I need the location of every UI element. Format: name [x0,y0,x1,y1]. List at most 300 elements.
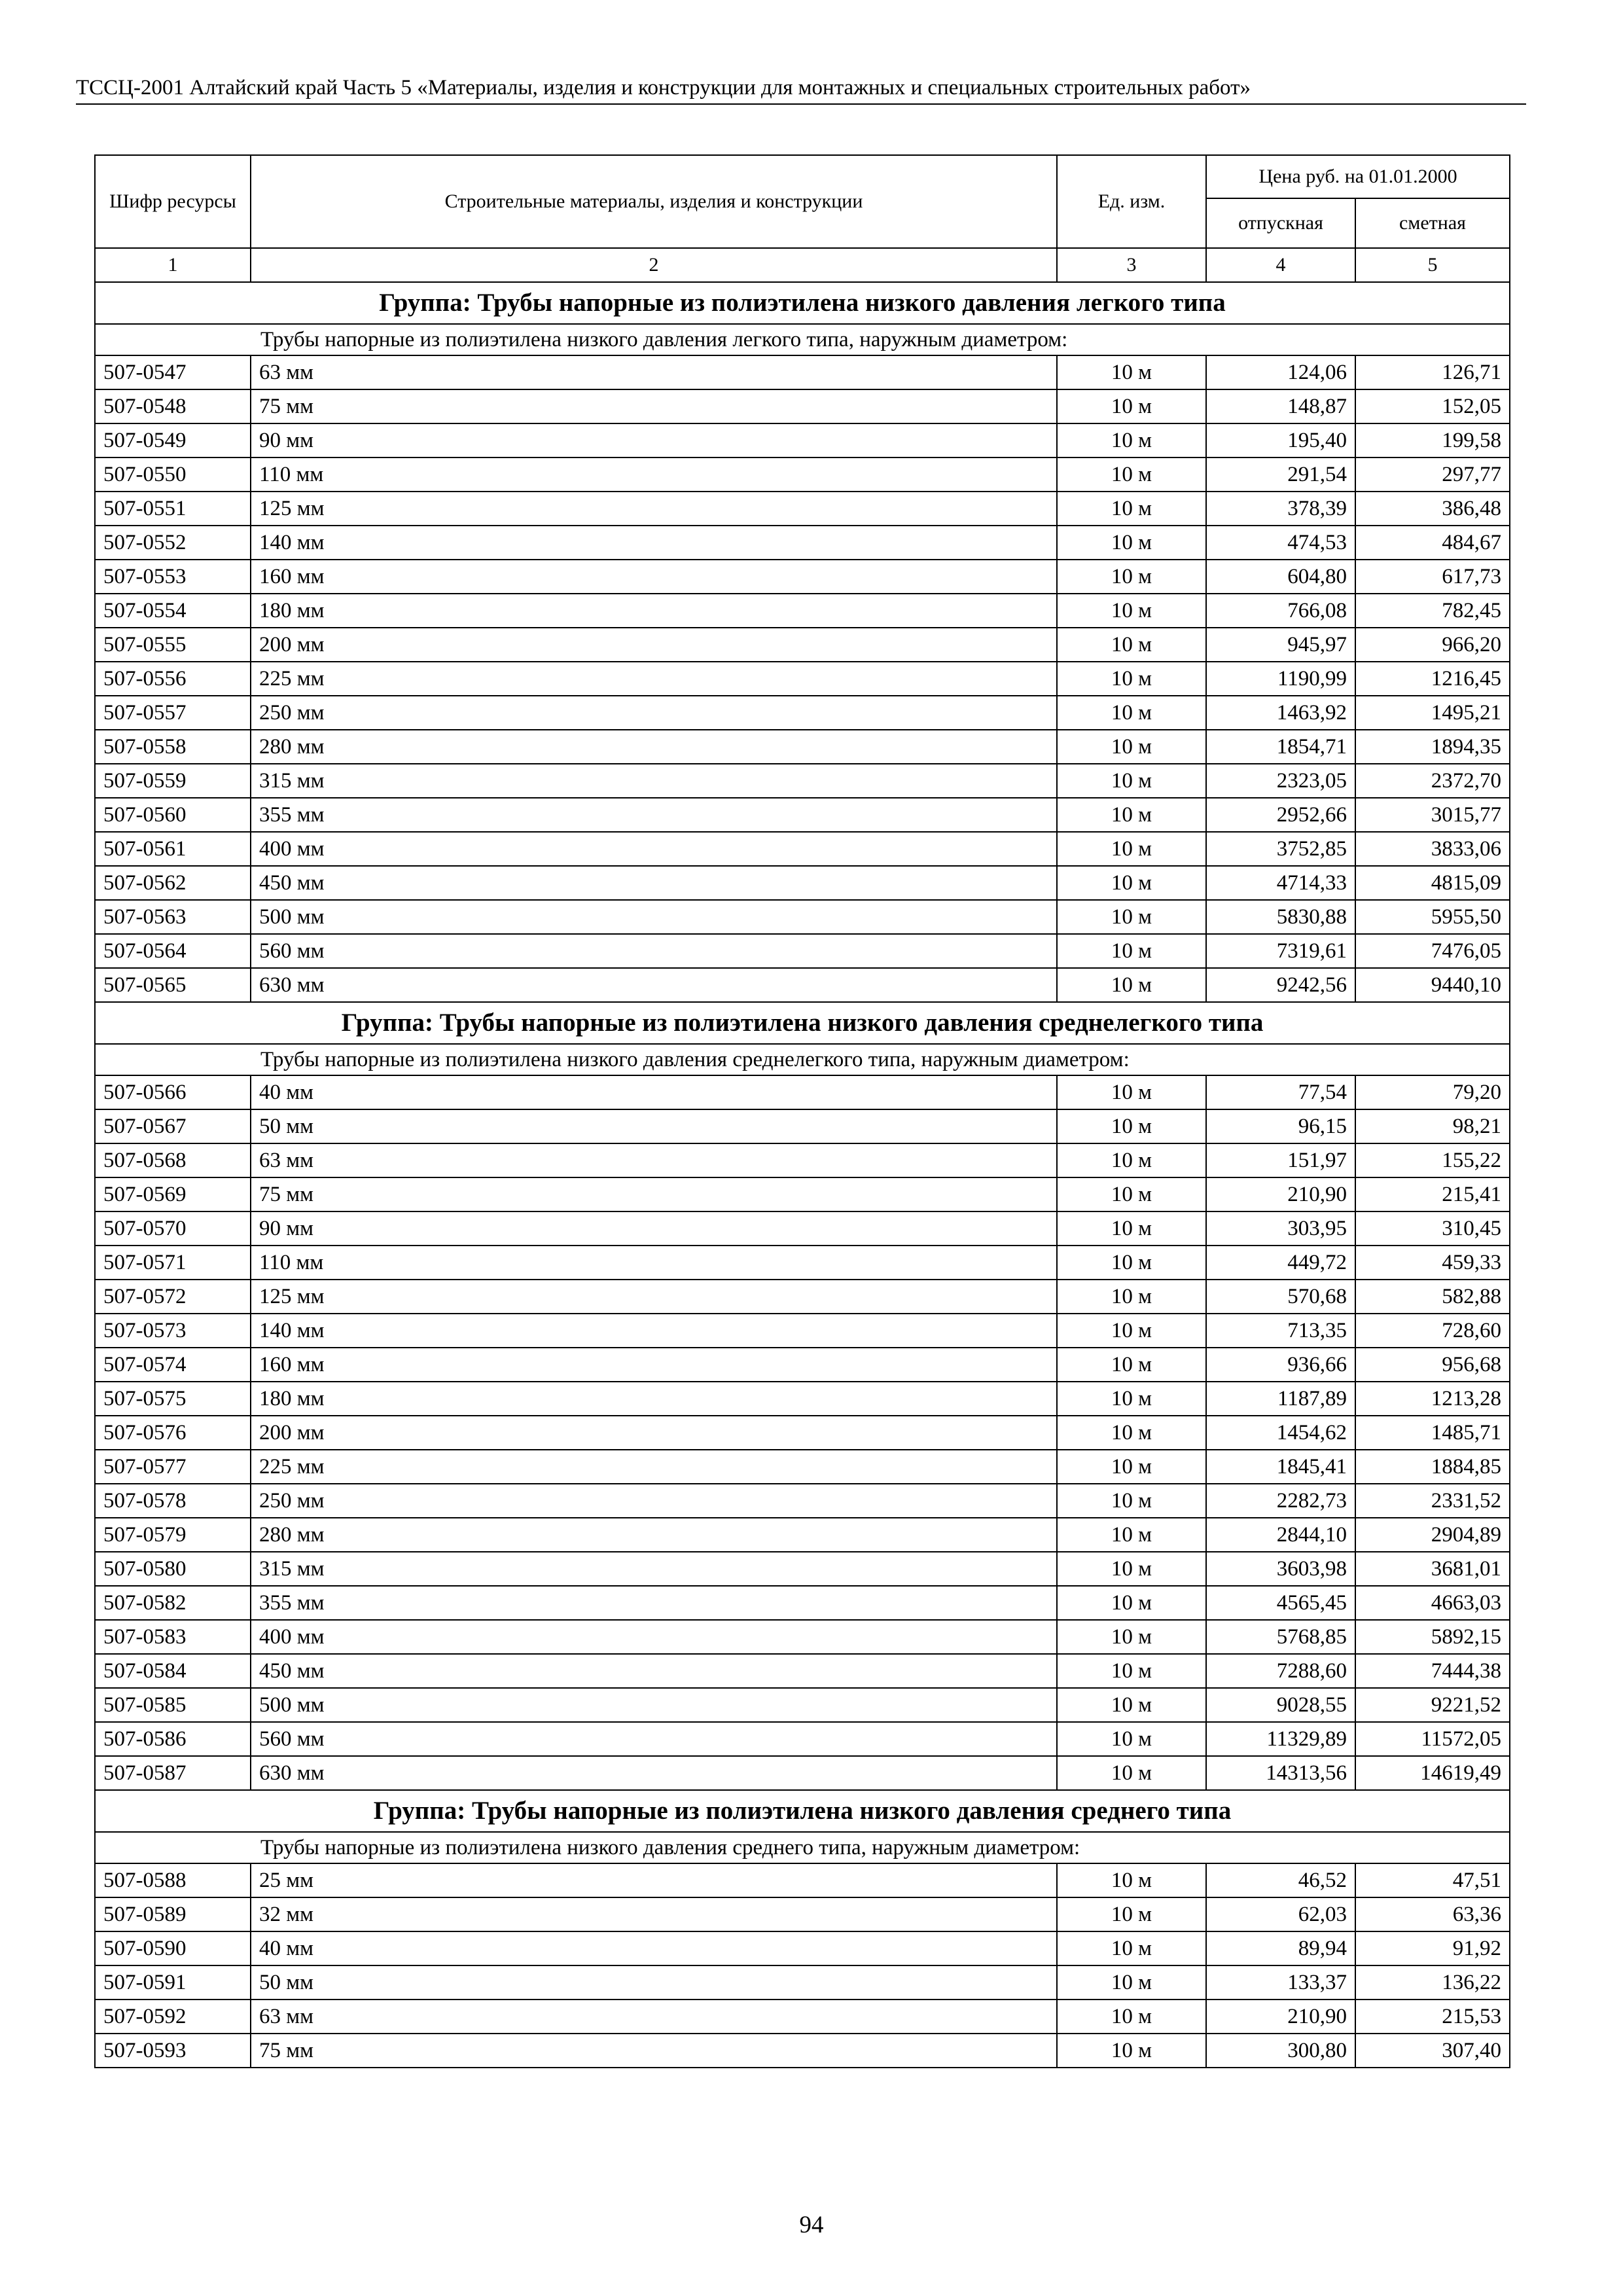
unit-cell: 10 м [1057,1897,1206,1931]
estimate-price-cell: 47,51 [1355,1863,1510,1897]
table-row [95,1654,1510,1688]
estimate-price-cell: 782,45 [1355,594,1510,628]
name-cell: 560 мм [251,934,1057,968]
group-title: Группа: Трубы напорные из полиэтилена низкого давления легкого типа [95,282,1510,324]
release-price-cell: 133,37 [1206,1965,1355,2000]
name-cell: 280 мм [251,1518,1057,1552]
release-price-cell: 7288,60 [1206,1654,1355,1688]
table-row [95,1246,1510,1280]
release-price-cell: 378,39 [1206,492,1355,526]
header-price: Цена руб. на 01.01.2000 [1206,155,1510,198]
code-cell: 507-0566 [95,1075,251,1109]
name-cell: 160 мм [251,560,1057,594]
estimate-price-cell: 310,45 [1355,1211,1510,1246]
release-price-cell: 5830,88 [1206,900,1355,934]
name-cell: 90 мм [251,1211,1057,1246]
table-row [95,2000,1510,2034]
unit-cell: 10 м [1057,1620,1206,1654]
release-price-cell: 62,03 [1206,1897,1355,1931]
table-row [95,1177,1510,1211]
unit-cell: 10 м [1057,1075,1206,1109]
header-price-release: отпускная [1206,198,1355,248]
table-body [95,282,1510,2068]
table-row [95,1931,1510,1965]
code-cell: 507-0562 [95,866,251,900]
table-row [95,968,1510,1002]
name-cell: 355 мм [251,1586,1057,1620]
release-price-cell: 1463,92 [1206,696,1355,730]
unit-cell: 10 м [1057,594,1206,628]
code-cell: 507-0573 [95,1314,251,1348]
column-number: 2 [251,248,1057,282]
name-cell: 75 мм [251,389,1057,423]
release-price-cell: 148,87 [1206,389,1355,423]
page-number: 94 [799,2212,824,2238]
group-subtitle-row [95,1044,1510,1075]
estimate-price-cell: 3015,77 [1355,798,1510,832]
table-row [95,1552,1510,1586]
name-cell: 40 мм [251,1931,1057,1965]
unit-cell: 10 м [1057,2000,1206,2034]
estimate-price-cell: 11572,05 [1355,1722,1510,1756]
estimate-price-cell: 1884,85 [1355,1450,1510,1484]
header-code: Шифр ресурсы [95,155,251,248]
table-row [95,832,1510,866]
header-unit: Ед. изм. [1057,155,1206,248]
release-price-cell: 1190,99 [1206,662,1355,696]
code-cell: 507-0584 [95,1654,251,1688]
table-row [95,457,1510,492]
unit-cell: 10 м [1057,696,1206,730]
code-cell: 507-0588 [95,1863,251,1897]
code-cell: 507-0567 [95,1109,251,1143]
table-row [95,1416,1510,1450]
release-price-cell: 2844,10 [1206,1518,1355,1552]
release-price-cell: 1845,41 [1206,1450,1355,1484]
unit-cell: 10 м [1057,866,1206,900]
release-price-cell: 195,40 [1206,423,1355,457]
release-price-cell: 210,90 [1206,2000,1355,2034]
name-cell: 75 мм [251,1177,1057,1211]
unit-cell: 10 м [1057,1280,1206,1314]
code-cell: 507-0557 [95,696,251,730]
estimate-price-cell: 386,48 [1355,492,1510,526]
unit-cell: 10 м [1057,832,1206,866]
name-cell: 75 мм [251,2034,1057,2068]
code-cell: 507-0547 [95,355,251,389]
estimate-price-cell: 5892,15 [1355,1620,1510,1654]
code-cell: 507-0576 [95,1416,251,1450]
code-cell: 507-0587 [95,1756,251,1790]
release-price-cell: 124,06 [1206,355,1355,389]
name-cell: 50 мм [251,1965,1057,2000]
unit-cell: 10 м [1057,628,1206,662]
unit-cell: 10 м [1057,764,1206,798]
name-cell: 560 мм [251,1722,1057,1756]
code-cell: 507-0556 [95,662,251,696]
table-row [95,594,1510,628]
release-price-cell: 46,52 [1206,1863,1355,1897]
name-cell: 630 мм [251,968,1057,1002]
name-cell: 200 мм [251,1416,1057,1450]
estimate-price-cell: 307,40 [1355,2034,1510,2068]
name-cell: 50 мм [251,1109,1057,1143]
estimate-price-cell: 1894,35 [1355,730,1510,764]
name-cell: 225 мм [251,1450,1057,1484]
unit-cell: 10 м [1057,1586,1206,1620]
release-price-cell: 77,54 [1206,1075,1355,1109]
table-row [95,1863,1510,1897]
estimate-price-cell: 155,22 [1355,1143,1510,1177]
release-price-cell: 14313,56 [1206,1756,1355,1790]
release-price-cell: 2952,66 [1206,798,1355,832]
unit-cell: 10 м [1057,968,1206,1002]
unit-cell: 10 м [1057,1416,1206,1450]
release-price-cell: 1454,62 [1206,1416,1355,1450]
group-title-row [95,282,1510,324]
release-price-cell: 11329,89 [1206,1722,1355,1756]
table-row [95,1314,1510,1348]
column-number: 4 [1206,248,1355,282]
table-row [95,1620,1510,1654]
estimate-price-cell: 728,60 [1355,1314,1510,1348]
release-price-cell: 474,53 [1206,526,1355,560]
name-cell: 40 мм [251,1075,1057,1109]
table-row [95,1688,1510,1722]
release-price-cell: 1854,71 [1206,730,1355,764]
estimate-price-cell: 14619,49 [1355,1756,1510,1790]
code-cell: 507-0551 [95,492,251,526]
estimate-price-cell: 617,73 [1355,560,1510,594]
unit-cell: 10 м [1057,1931,1206,1965]
group-subtitle-row [95,1832,1510,1863]
release-price-cell: 4714,33 [1206,866,1355,900]
release-price-cell: 7319,61 [1206,934,1355,968]
code-cell: 507-0570 [95,1211,251,1246]
code-cell: 507-0559 [95,764,251,798]
unit-cell: 10 м [1057,1177,1206,1211]
estimate-price-cell: 9440,10 [1355,968,1510,1002]
table-row [95,1450,1510,1484]
name-cell: 140 мм [251,526,1057,560]
table-row [95,1965,1510,2000]
name-cell: 355 мм [251,798,1057,832]
code-cell: 507-0585 [95,1688,251,1722]
table-row [95,662,1510,696]
unit-cell: 10 м [1057,1552,1206,1586]
unit-cell: 10 м [1057,900,1206,934]
code-cell: 507-0569 [95,1177,251,1211]
unit-cell: 10 м [1057,934,1206,968]
estimate-price-cell: 7476,05 [1355,934,1510,968]
code-cell: 507-0591 [95,1965,251,2000]
estimate-price-cell: 215,41 [1355,1177,1510,1211]
unit-cell: 10 м [1057,560,1206,594]
estimate-price-cell: 79,20 [1355,1075,1510,1109]
group-title-row [95,1790,1510,1832]
table-row [95,2034,1510,2068]
unit-cell: 10 м [1057,1484,1206,1518]
table-row [95,1280,1510,1314]
unit-cell: 10 м [1057,355,1206,389]
table-row [95,560,1510,594]
code-cell: 507-0552 [95,526,251,560]
code-cell: 507-0554 [95,594,251,628]
name-cell: 125 мм [251,492,1057,526]
code-cell: 507-0560 [95,798,251,832]
code-cell: 507-0590 [95,1931,251,1965]
name-cell: 140 мм [251,1314,1057,1348]
release-price-cell: 300,80 [1206,2034,1355,2068]
table-row [95,696,1510,730]
price-table [94,154,1510,2068]
unit-cell: 10 м [1057,457,1206,492]
code-cell: 507-0578 [95,1484,251,1518]
unit-cell: 10 м [1057,492,1206,526]
table-row [95,389,1510,423]
release-price-cell: 210,90 [1206,1177,1355,1211]
header-name: Строительные материалы, изделия и конструкции [251,155,1057,248]
unit-cell: 10 м [1057,2034,1206,2068]
unit-cell: 10 м [1057,1722,1206,1756]
estimate-price-cell: 1485,71 [1355,1416,1510,1450]
table-row [95,1484,1510,1518]
estimate-price-cell: 1216,45 [1355,662,1510,696]
group-title: Группа: Трубы напорные из полиэтилена низкого давления среднего типа [95,1790,1510,1832]
release-price-cell: 291,54 [1206,457,1355,492]
group-subtitle-row [95,324,1510,355]
code-cell: 507-0549 [95,423,251,457]
release-price-cell: 449,72 [1206,1246,1355,1280]
name-cell: 110 мм [251,1246,1057,1280]
estimate-price-cell: 199,58 [1355,423,1510,457]
table-row [95,628,1510,662]
code-cell: 507-0575 [95,1382,251,1416]
table-row [95,355,1510,389]
code-cell: 507-0586 [95,1722,251,1756]
unit-cell: 10 м [1057,1688,1206,1722]
release-price-cell: 4565,45 [1206,1586,1355,1620]
code-cell: 507-0563 [95,900,251,934]
code-cell: 507-0577 [95,1450,251,1484]
name-cell: 400 мм [251,1620,1057,1654]
unit-cell: 10 м [1057,798,1206,832]
estimate-price-cell: 63,36 [1355,1897,1510,1931]
estimate-price-cell: 956,68 [1355,1348,1510,1382]
unit-cell: 10 м [1057,423,1206,457]
unit-cell: 10 м [1057,1109,1206,1143]
code-cell: 507-0565 [95,968,251,1002]
estimate-price-cell: 582,88 [1355,1280,1510,1314]
table-row [95,1211,1510,1246]
table-row [95,526,1510,560]
release-price-cell: 766,08 [1206,594,1355,628]
table-row [95,764,1510,798]
code-cell: 507-0550 [95,457,251,492]
release-price-cell: 936,66 [1206,1348,1355,1382]
table-row [95,1382,1510,1416]
unit-cell: 10 м [1057,1518,1206,1552]
code-cell: 507-0555 [95,628,251,662]
estimate-price-cell: 9221,52 [1355,1688,1510,1722]
estimate-price-cell: 215,53 [1355,2000,1510,2034]
table-row [95,1109,1510,1143]
estimate-price-cell: 2372,70 [1355,764,1510,798]
table-row [95,1722,1510,1756]
name-cell: 450 мм [251,1654,1057,1688]
estimate-price-cell: 1495,21 [1355,696,1510,730]
code-cell: 507-0564 [95,934,251,968]
header-price-estimate: сметная [1355,198,1510,248]
release-price-cell: 303,95 [1206,1211,1355,1246]
name-cell: 125 мм [251,1280,1057,1314]
code-cell: 507-0583 [95,1620,251,1654]
table-row [95,1075,1510,1109]
unit-cell: 10 м [1057,662,1206,696]
code-cell: 507-0592 [95,2000,251,2034]
code-cell: 507-0593 [95,2034,251,2068]
estimate-price-cell: 5955,50 [1355,900,1510,934]
name-cell: 200 мм [251,628,1057,662]
column-number: 1 [95,248,251,282]
unit-cell: 10 м [1057,389,1206,423]
name-cell: 32 мм [251,1897,1057,1931]
release-price-cell: 713,35 [1206,1314,1355,1348]
table-row [95,900,1510,934]
table-row [95,1143,1510,1177]
estimate-price-cell: 484,67 [1355,526,1510,560]
name-cell: 63 мм [251,2000,1057,2034]
unit-cell: 10 м [1057,1654,1206,1688]
estimate-price-cell: 136,22 [1355,1965,1510,2000]
estimate-price-cell: 4663,03 [1355,1586,1510,1620]
code-cell: 507-0558 [95,730,251,764]
release-price-cell: 945,97 [1206,628,1355,662]
group-subtitle: Трубы напорные из полиэтилена низкого давления среднего типа, наружным диаметром: [95,1832,1510,1863]
name-cell: 315 мм [251,764,1057,798]
estimate-price-cell: 459,33 [1355,1246,1510,1280]
code-cell: 507-0574 [95,1348,251,1382]
table-row [95,1518,1510,1552]
name-cell: 500 мм [251,1688,1057,1722]
release-price-cell: 151,97 [1206,1143,1355,1177]
estimate-price-cell: 91,92 [1355,1931,1510,1965]
estimate-price-cell: 297,77 [1355,457,1510,492]
name-cell: 180 мм [251,594,1057,628]
estimate-price-cell: 98,21 [1355,1109,1510,1143]
estimate-price-cell: 152,05 [1355,389,1510,423]
release-price-cell: 2323,05 [1206,764,1355,798]
name-cell: 250 мм [251,696,1057,730]
code-cell: 507-0571 [95,1246,251,1280]
unit-cell: 10 м [1057,526,1206,560]
code-cell: 507-0568 [95,1143,251,1177]
estimate-price-cell: 126,71 [1355,355,1510,389]
name-cell: 450 мм [251,866,1057,900]
table-row [95,730,1510,764]
code-cell: 507-0580 [95,1552,251,1586]
code-cell: 507-0548 [95,389,251,423]
estimate-price-cell: 2331,52 [1355,1484,1510,1518]
name-cell: 110 мм [251,457,1057,492]
name-cell: 63 мм [251,1143,1057,1177]
running-header: ТССЦ-2001 Алтайский край Часть 5 «Материалы, изделия и конструкции для монтажных и специальных строительных работ» [76,73,1526,105]
release-price-cell: 570,68 [1206,1280,1355,1314]
table-row [95,1586,1510,1620]
release-price-cell: 3603,98 [1206,1552,1355,1586]
unit-cell: 10 м [1057,730,1206,764]
release-price-cell: 5768,85 [1206,1620,1355,1654]
code-cell: 507-0582 [95,1586,251,1620]
unit-cell: 10 м [1057,1863,1206,1897]
release-price-cell: 9242,56 [1206,968,1355,1002]
release-price-cell: 2282,73 [1206,1484,1355,1518]
name-cell: 630 мм [251,1756,1057,1790]
unit-cell: 10 м [1057,1143,1206,1177]
name-cell: 500 мм [251,900,1057,934]
name-cell: 25 мм [251,1863,1057,1897]
column-number: 3 [1057,248,1206,282]
name-cell: 90 мм [251,423,1057,457]
code-cell: 507-0579 [95,1518,251,1552]
group-subtitle: Трубы напорные из полиэтилена низкого давления среднелегкого типа, наружным диаметром: [95,1044,1510,1075]
release-price-cell: 9028,55 [1206,1688,1355,1722]
release-price-cell: 604,80 [1206,560,1355,594]
name-cell: 250 мм [251,1484,1057,1518]
name-cell: 280 мм [251,730,1057,764]
release-price-cell: 3752,85 [1206,832,1355,866]
unit-cell: 10 м [1057,1965,1206,2000]
estimate-price-cell: 3833,06 [1355,832,1510,866]
estimate-price-cell: 3681,01 [1355,1552,1510,1586]
group-title-row [95,1002,1510,1044]
table-row [95,866,1510,900]
unit-cell: 10 м [1057,1211,1206,1246]
table-header [95,155,1510,282]
table-row [95,492,1510,526]
estimate-price-cell: 7444,38 [1355,1654,1510,1688]
unit-cell: 10 м [1057,1348,1206,1382]
name-cell: 160 мм [251,1348,1057,1382]
code-cell: 507-0572 [95,1280,251,1314]
unit-cell: 10 м [1057,1756,1206,1790]
unit-cell: 10 м [1057,1246,1206,1280]
release-price-cell: 1187,89 [1206,1382,1355,1416]
code-cell: 507-0561 [95,832,251,866]
table-row [95,1348,1510,1382]
unit-cell: 10 м [1057,1450,1206,1484]
group-subtitle: Трубы напорные из полиэтилена низкого давления легкого типа, наружным диаметром: [95,324,1510,355]
code-cell: 507-0589 [95,1897,251,1931]
table-row [95,1897,1510,1931]
code-cell: 507-0553 [95,560,251,594]
column-number: 5 [1355,248,1510,282]
estimate-price-cell: 4815,09 [1355,866,1510,900]
name-cell: 225 мм [251,662,1057,696]
table-row [95,1756,1510,1790]
estimate-price-cell: 1213,28 [1355,1382,1510,1416]
table-row [95,934,1510,968]
name-cell: 180 мм [251,1382,1057,1416]
name-cell: 400 мм [251,832,1057,866]
estimate-price-cell: 966,20 [1355,628,1510,662]
name-cell: 63 мм [251,355,1057,389]
estimate-price-cell: 2904,89 [1355,1518,1510,1552]
release-price-cell: 96,15 [1206,1109,1355,1143]
release-price-cell: 89,94 [1206,1931,1355,1965]
group-title: Группа: Трубы напорные из полиэтилена низкого давления среднелегкого типа [95,1002,1510,1044]
table-row [95,798,1510,832]
